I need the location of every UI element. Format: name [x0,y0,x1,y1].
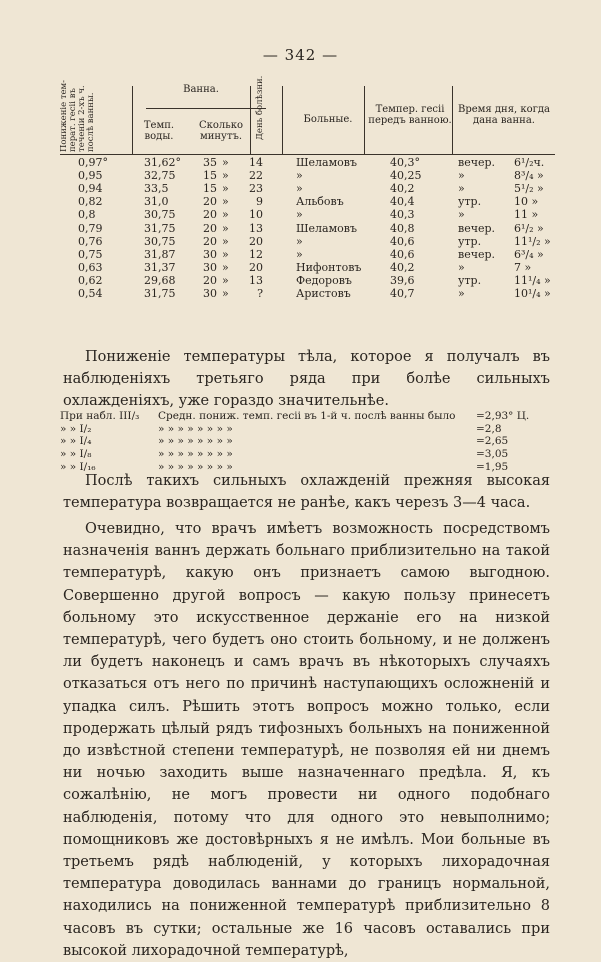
cell-patient: Федоровъ [296,273,352,287]
cell-drop: 0,95 [78,169,103,183]
cell-before: 40,25 [390,169,422,183]
cell-water: 29,68 [144,273,176,287]
cell-value: =2,65 [476,435,509,448]
cell-water: 31,37 [144,260,176,274]
header-patients: Больные. [303,114,353,125]
cell-min: 30 [203,287,217,300]
cell-day: ? [257,287,263,300]
cell-unit: » [222,182,229,196]
cell-observation: » » I/₄ [60,435,92,448]
cell-drop: 0,54 [78,287,103,300]
cell-water: 31,0 [144,195,169,209]
cell-hour: 11 » [514,208,539,222]
cell-day: 22 [249,169,263,183]
table1-column-divider [282,86,283,154]
average-drop-table [60,410,550,473]
table-row [60,209,555,222]
cell-patient: » [296,247,303,261]
cell-hour: 8³/₄ » [514,169,544,183]
cell-before: 40,2 [390,182,415,196]
cell-description: » » » » » » » » [158,460,233,473]
cell-value: =1,95 [476,460,509,473]
cell-day: 12 [249,247,263,261]
cell-description: » » » » » » » » [158,422,233,435]
cell-min: 30 [203,247,217,261]
cell-patient: Нифонтовъ [296,260,362,274]
paragraph-return-temperature: Послѣ такихъ сильныхъ охлажденій прежняя высокая температура возвращается не ранѣе, какъ черезъ 3—4 часа. [63,473,550,512]
cell-day: 13 [249,221,263,235]
cell-water: 31,75 [144,221,176,235]
cell-drop: 0,76 [78,234,103,248]
paragraph-discussion: Очевидно, что врачъ имѣетъ возможность посредствомъ назначенія ваннъ держать больнаго приблизительно на такой температурѣ, какую онъ признаетъ самою выгодною. Совершенно другой вопросъ — какую пользу принесетъ больному это искусственное держаніе его на низкой температурѣ, чего будетъ оно стоить больному, и не долженъ ли будетъ наконецъ и самъ врачъ въ нѣкоторыхъ случаяхъ отказаться отъ него по причинѣ наступающихъ осложненій и упадка силъ. Рѣшить этотъ вопросъ можно только, если продержать цѣлый рядъ тифозныхъ больныхъ на пониженной до извѣстной степени температурѣ, не позволяя ей ни днемъ ни ночью заходить выше назначеннаго предѣла. Я, къ сожалѣнію, не могъ провести ни одного подобнаго наблюденія, потому что для одного это невыполнимо; помощниковъ же достовѣрныхъ я не имѣлъ. Мои больные въ третьемъ рядѣ наблюденій, у которыхъ лихорадочная температура доводилась ваннами до границъ нормальной, находились на пониженной температурѣ приблизительно 8 часовъ въ сутки; остальные же 16 часовъ оставались при высокой лихорадочной температурѣ, [63,521,550,959]
cell-min: 30 [203,260,217,274]
cell-when: » [458,260,465,274]
cell-day: 9 [256,195,263,209]
cell-water: 33,5 [144,182,169,196]
table-row [60,183,555,196]
cell-unit: » [222,156,229,169]
cell-before: 40,7 [390,287,415,300]
table1-header-rule [60,154,555,155]
cell-hour: 11¹/₂ » [514,234,551,248]
cell-min: 35 [203,156,217,169]
cell-day: 13 [249,273,263,287]
cell-when: » [458,169,465,183]
header-time-of-day: Время дня, когда дана ванна. [457,104,551,126]
cell-unit: » [222,195,229,209]
cell-water: 30,75 [144,234,176,248]
cell-hour: 6³/₄ » [514,247,544,261]
table-row [60,448,550,461]
cell-unit: » [222,234,229,248]
page-number: — 342 — [262,46,339,64]
cell-before: 40,3 [390,208,415,222]
cell-when: » [458,208,465,222]
cell-observation: » » I/₂ [60,422,92,435]
header-bath: Ванна. [183,84,219,95]
cell-day: 14 [249,156,263,169]
cell-before: 40,6 [390,247,415,261]
table-row [60,275,555,288]
cell-patient: Альбовъ [296,195,344,209]
table-row [60,223,555,236]
cell-hour: 6¹/₂ч. [514,156,545,169]
cell-min: 15 [203,169,217,183]
table1-column-divider [250,86,251,154]
cell-unit: » [222,273,229,287]
cell-value: =3,05 [476,448,509,461]
table-row [60,236,555,249]
cell-drop: 0,63 [78,260,103,274]
cell-patient: » [296,208,303,222]
table-row [60,410,550,423]
cell-before: 40,6 [390,234,415,248]
cell-day: 23 [249,182,263,196]
cell-when: вечер. [458,156,496,169]
cell-patient: » [296,169,303,183]
cell-drop: 0,75 [78,247,103,261]
paragraph-cooling-intro: Пониженіе температуры тѣла, которое я получалъ въ наблюденіяхъ третьяго ряда при болѣе сильныхъ охлажденіяхъ, уже гораздо значительнѣе. [63,349,550,410]
cell-when: » [458,182,465,196]
cell-patient: » [296,234,303,248]
cell-patient: Шеламовъ [296,221,357,235]
cell-patient: » [296,182,303,196]
cell-before: 40,3° [390,156,420,169]
cell-min: 20 [203,208,217,222]
cell-min: 15 [203,182,217,196]
cell-day: 20 [249,260,263,274]
cell-unit: » [222,221,229,235]
cell-when: » [458,287,465,300]
bath-results-table [60,68,555,308]
cell-value: =2,8 [476,422,502,435]
cell-observation: При набл. III/₃ [60,410,140,422]
cell-min: 20 [203,195,217,209]
table-row [60,262,555,275]
cell-before: 39,6 [390,273,415,287]
table1-column-divider [452,86,453,154]
cell-day: 20 [249,234,263,248]
cell-hour: 5¹/₂ » [514,182,544,196]
cell-unit: » [222,169,229,183]
cell-observation: » » I/₈ [60,448,92,461]
cell-water: 31,87 [144,247,176,261]
cell-min: 20 [203,221,217,235]
header-disease-day: День болѣзни. [255,75,265,140]
cell-hour: 7 » [514,260,532,274]
cell-hour: 10 » [514,195,539,209]
table1-column-divider [364,86,365,154]
cell-before: 40,8 [390,221,415,235]
cell-water: 30,75 [144,208,176,222]
header-water-temp: Темп. воды. [143,120,175,142]
header-minutes: Сколько минутъ. [199,120,243,142]
cell-unit: » [222,208,229,222]
table-row [60,157,555,170]
cell-patient: Аристовъ [296,287,351,300]
header-bath-rule [146,108,266,109]
table-row [60,423,550,436]
header-temp-before: Темпер. гесіі передъ ванною. [368,104,452,126]
cell-before: 40,2 [390,260,415,274]
cell-unit: » [222,247,229,261]
table-row [60,170,555,183]
cell-hour: 6¹/₂ » [514,221,544,235]
cell-patient: Шеламовъ [296,156,357,169]
cell-hour: 10¹/₄ » [514,287,551,300]
cell-drop: 0,62 [78,273,103,287]
table-row [60,196,555,209]
table-row [60,435,550,448]
cell-observation: » » I/₁₆ [60,460,96,473]
cell-min: 20 [203,273,217,287]
cell-description: » » » » » » » » [158,435,233,448]
cell-unit: » [222,260,229,274]
cell-drop: 0,8 [78,208,96,222]
cell-min: 20 [203,234,217,248]
cell-description: » » » » » » » » [158,448,233,461]
table1-column-divider [132,86,133,154]
cell-drop: 0,82 [78,195,103,209]
cell-drop: 0,97° [78,156,108,169]
cell-drop: 0,79 [78,221,103,235]
cell-when: вечер. [458,221,496,235]
cell-when: утр. [458,234,482,248]
table-row [60,249,555,262]
table-row [60,288,555,301]
cell-description: Средн. пониж. темп. гесіі въ 1-й ч. послѣ ванны было [158,410,456,422]
cell-hour: 11¹/₄ » [514,273,551,287]
cell-when: вечер. [458,247,496,261]
cell-unit: » [222,287,229,300]
cell-drop: 0,94 [78,182,103,196]
header-temperature-drop: Пониженіе тем- перат. гесіі въ теченіи 2-хъ ч. послѣ ванны. [59,79,96,152]
cell-water: 31,75 [144,287,176,300]
cell-water: 32,75 [144,169,176,183]
cell-water: 31,62° [144,156,181,169]
cell-value: =2,93° Ц. [476,410,530,422]
cell-when: утр. [458,273,482,287]
cell-when: утр. [458,195,482,209]
cell-before: 40,4 [390,195,415,209]
cell-day: 10 [249,208,263,222]
